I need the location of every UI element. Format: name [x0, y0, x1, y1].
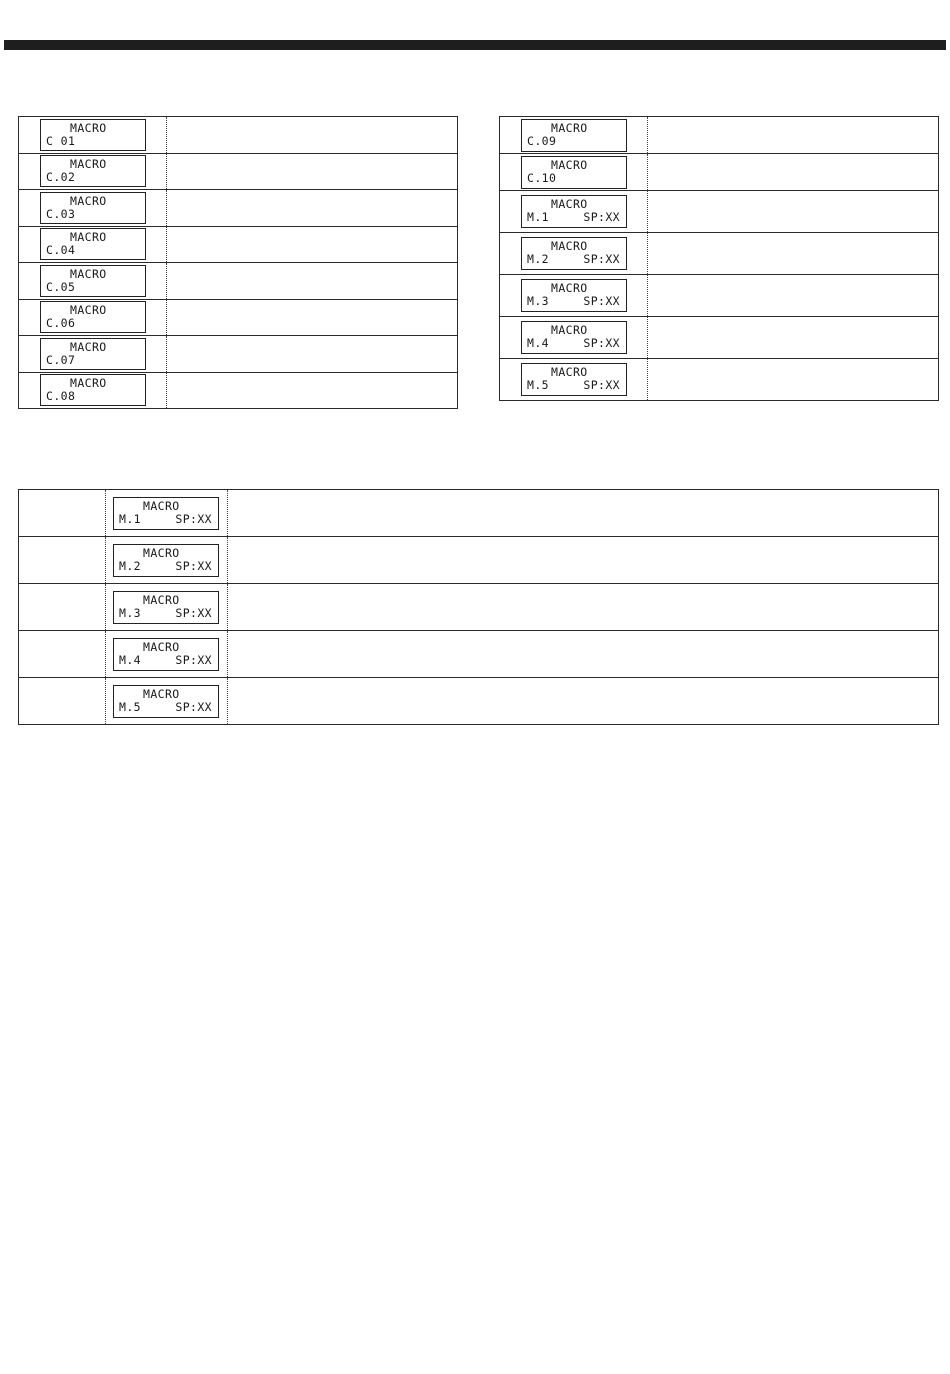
lcd-code: C.08 — [46, 389, 76, 404]
top-rule — [4, 40, 946, 50]
lcd-code: M.2 — [119, 558, 141, 573]
description-cell — [167, 190, 458, 227]
label-cell — [19, 537, 106, 584]
lcd-code: C.07 — [46, 352, 76, 367]
lcd-display — [40, 192, 146, 224]
description-cell — [648, 359, 939, 401]
lcd-code: C.05 — [46, 279, 76, 294]
lcd-display — [521, 119, 627, 152]
lcd-display — [113, 638, 219, 671]
table-row — [19, 336, 458, 373]
description-cell — [167, 263, 458, 300]
label-cell — [19, 678, 106, 725]
lcd-title: MACRO — [143, 498, 180, 513]
lcd-title: MACRO — [143, 592, 180, 607]
table-row — [19, 117, 458, 154]
lcd-code: M.1 — [527, 210, 549, 224]
lcd-title: MACRO — [551, 365, 588, 379]
table-row — [19, 631, 939, 678]
lcd-sp-value: SP:XX — [583, 252, 620, 266]
lcd-title: MACRO — [70, 193, 107, 208]
lcd-code: C.06 — [46, 316, 76, 331]
lcd-display — [521, 279, 627, 312]
table-row — [500, 117, 939, 154]
lcd-code: C.04 — [46, 243, 76, 258]
description-cell — [167, 372, 458, 409]
table-row — [19, 372, 458, 409]
lcd-display — [113, 685, 219, 718]
macro-table-right — [499, 116, 939, 401]
table-row — [19, 584, 939, 631]
lcd-title: MACRO — [70, 230, 107, 245]
lcd-sp-value: SP:XX — [175, 605, 212, 620]
lcd-display — [40, 265, 146, 297]
lcd-code: M.3 — [119, 605, 141, 620]
label-cell — [19, 631, 106, 678]
table-row — [19, 490, 939, 537]
lcd-code: M.2 — [527, 252, 549, 266]
lcd-display — [113, 497, 219, 530]
lcd-title: MACRO — [70, 266, 107, 281]
lcd-display — [521, 237, 627, 270]
macro-table-left — [18, 116, 458, 409]
lcd-title: MACRO — [551, 157, 588, 172]
lcd-display — [40, 155, 146, 187]
description-cell — [648, 191, 939, 233]
table-row — [19, 678, 939, 725]
lcd-title: MACRO — [70, 157, 107, 172]
lcd-title: MACRO — [70, 303, 107, 318]
lcd-display — [40, 301, 146, 333]
lcd-title: MACRO — [143, 639, 180, 654]
lcd-code: C 01 — [46, 133, 76, 148]
lcd-title: MACRO — [70, 339, 107, 354]
lcd-title: MACRO — [143, 686, 180, 701]
description-cell — [648, 317, 939, 359]
table-row — [19, 299, 458, 336]
description-cell — [167, 299, 458, 336]
lcd-code: M.4 — [527, 336, 549, 350]
description-cell — [648, 275, 939, 317]
lcd-code: M.4 — [119, 652, 141, 667]
lcd-display — [113, 544, 219, 577]
lcd-title: MACRO — [551, 281, 588, 295]
label-cell — [19, 490, 106, 537]
table-row — [500, 191, 939, 233]
lcd-title: MACRO — [143, 545, 180, 560]
description-cell — [228, 631, 939, 678]
table-row — [19, 226, 458, 263]
lcd-code: C.02 — [46, 170, 76, 185]
lcd-title: MACRO — [551, 323, 588, 337]
description-cell — [648, 154, 939, 191]
lcd-display — [40, 119, 146, 151]
lcd-display — [40, 228, 146, 260]
table-row — [500, 317, 939, 359]
table-row — [500, 154, 939, 191]
lcd-sp-value: SP:XX — [175, 511, 212, 526]
lcd-display — [521, 363, 627, 396]
lcd-code: M.5 — [119, 699, 141, 714]
table-row — [500, 359, 939, 401]
lcd-sp-value: SP:XX — [583, 336, 620, 350]
table-row — [19, 190, 458, 227]
description-cell — [648, 233, 939, 275]
description-cell — [228, 490, 939, 537]
label-cell — [19, 584, 106, 631]
description-cell — [228, 537, 939, 584]
lcd-display — [521, 321, 627, 354]
lcd-title: MACRO — [551, 197, 588, 211]
description-cell — [167, 117, 458, 154]
lcd-code: C.10 — [527, 170, 557, 185]
lcd-sp-value: SP:XX — [175, 652, 212, 667]
lcd-display — [521, 156, 627, 189]
table-row — [500, 233, 939, 275]
lcd-code: M.3 — [527, 294, 549, 308]
lcd-title: MACRO — [70, 376, 107, 391]
lcd-title: MACRO — [551, 239, 588, 253]
table-row — [19, 153, 458, 190]
lcd-sp-value: SP:XX — [175, 699, 212, 714]
lcd-code: M.5 — [527, 378, 549, 392]
description-cell — [228, 584, 939, 631]
lcd-title: MACRO — [551, 120, 588, 135]
lcd-display — [40, 338, 146, 370]
lcd-sp-value: SP:XX — [175, 558, 212, 573]
lcd-code: M.1 — [119, 511, 141, 526]
macro-table-bottom — [18, 489, 939, 725]
table-row — [500, 275, 939, 317]
lcd-sp-value: SP:XX — [583, 294, 620, 308]
table-row — [19, 263, 458, 300]
description-cell — [167, 153, 458, 190]
description-cell — [228, 678, 939, 725]
lcd-code: C.09 — [527, 133, 557, 148]
lcd-sp-value: SP:XX — [583, 378, 620, 392]
lcd-code: C.03 — [46, 206, 76, 221]
table-row — [19, 537, 939, 584]
description-cell — [648, 117, 939, 154]
lcd-display — [521, 195, 627, 228]
description-cell — [167, 336, 458, 373]
lcd-sp-value: SP:XX — [583, 210, 620, 224]
lcd-display — [40, 374, 146, 406]
description-cell — [167, 226, 458, 263]
lcd-display — [113, 591, 219, 624]
lcd-title: MACRO — [70, 120, 107, 135]
